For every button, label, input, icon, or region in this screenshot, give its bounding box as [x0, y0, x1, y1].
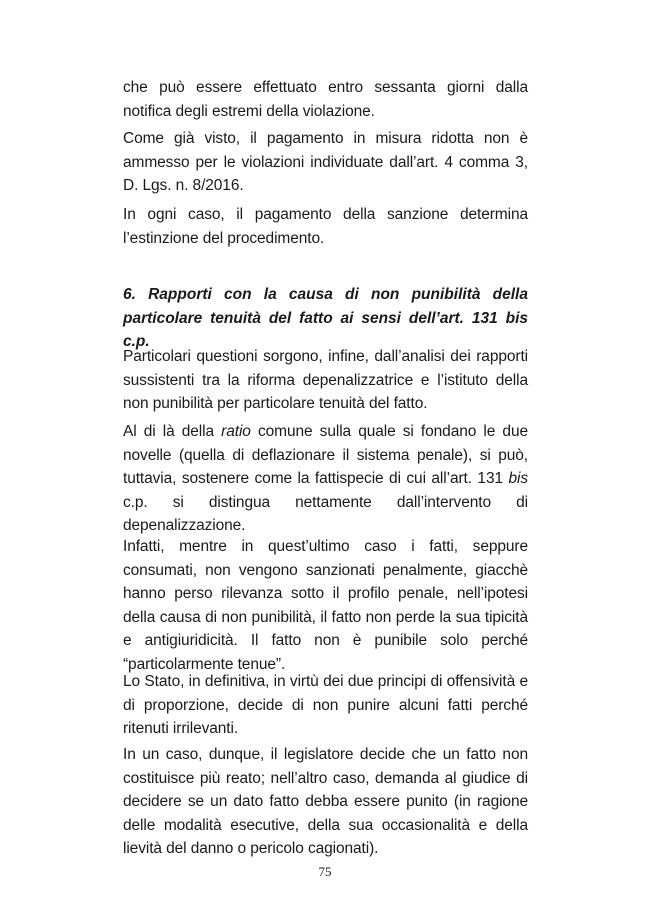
paragraph-legislatore: In un caso, dunque, il legislatore decide che un fatto non costituisce più reato; nell’altro caso, demanda al giudice di decidere se un dato fatto debba essere punito (in ragione delle modalità esecutive, della sua occasionalità e della lievità del danno o pericolo cagionati). — [123, 746, 528, 857]
paragraph-notification-deadline: che può essere effettuato entro sessanta giorni dalla notifica degli estremi della violazione. — [123, 79, 528, 120]
paragraph-stato: Lo Stato, in definitiva, in virtù dei due principi di offensività e di proporzione, decide di non punire alcuni fatti perché ritenuti irrilevanti. — [123, 673, 528, 737]
ratio-text-1: Al di là della — [123, 423, 222, 440]
paragraph-ratio — [123, 420, 528, 538]
paragraph-questions: Particolari questioni sorgono, infine, dall’analisi dei rapporti sussistenti tra la riforma depenalizzatrice e l’istituto della non punibilità per particolare tenuità del fatto. — [123, 348, 528, 412]
ratio-italic: ratio — [221, 423, 251, 440]
ratio-text-3: c.p. si distingua nettamente dall’intervento di depenalizzazione. — [123, 493, 528, 534]
page-number: 75 — [318, 864, 332, 879]
bis-italic: bis — [508, 470, 528, 487]
paragraph-reduced-payment: Come già visto, il pagamento in misura ridotta non è ammesso per le violazioni individuate dall’art. 4 comma 3, D. Lgs. n. 8/2016. — [123, 130, 528, 194]
paragraph-infatti: Infatti, mentre in quest’ultimo caso i fatti, seppure consumati, non vengono sanzionati penalmente, giacchè hanno perso rilevanza sotto il profilo penale, nell’ipotesi della causa di non punibilità, il fatto non perde la sua tipicità e antigiuridicità. Il fatto non è punibile solo perché “particolarmente tenue”. — [123, 538, 528, 673]
section-heading: 6. Rapporti con la causa di non punibilità della particolare tenuità del fatto ai sensi dell’art. 131 bis c.p. — [123, 286, 528, 350]
paragraph-extinction: In ogni caso, il pagamento della sanzione determina l’estinzione del procedimento. — [123, 206, 528, 247]
ratio-text-2: comune sulla quale si fondano le due novelle (quella di deflazionare il sistema penale), si può, tuttavia, sostenere come la fattispecie di cui all’art. 131 — [123, 423, 528, 487]
